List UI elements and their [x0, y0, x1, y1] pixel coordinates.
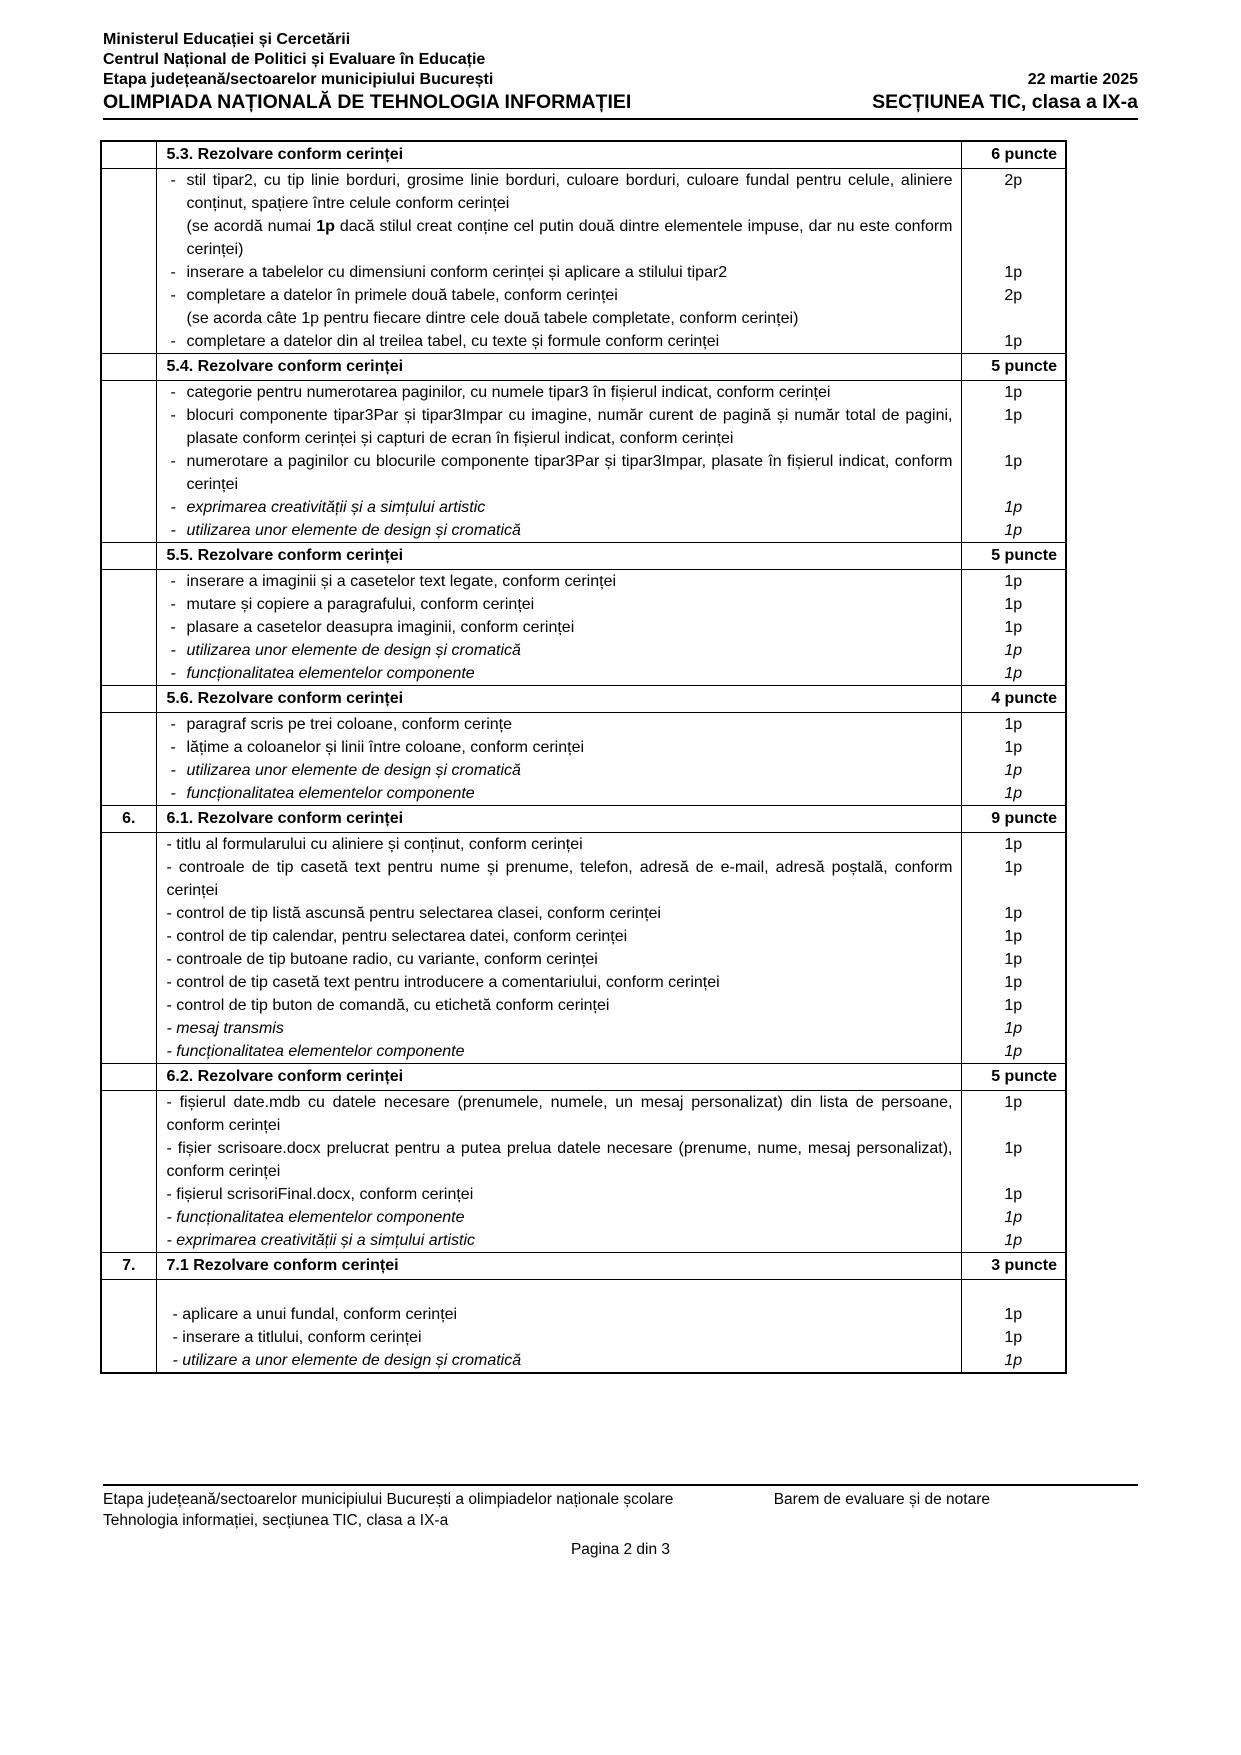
criterion-text [156, 616, 961, 639]
criterion-text [156, 1229, 961, 1253]
section-title: 6.2. Rezolvare conform cerinței [156, 1064, 961, 1091]
criterion-points: 1p [961, 713, 1066, 737]
header-date: 22 martie 2025 [1027, 71, 1138, 88]
criterion-row [101, 1137, 1066, 1183]
header-stage: Etapa județeană/sectoarelor municipiului București [103, 71, 494, 88]
criterion-points: 1p [961, 782, 1066, 806]
section-number [101, 686, 156, 713]
criterion-text [156, 593, 961, 616]
section-points: 5 puncte [961, 1064, 1066, 1091]
criterion-points: 1p [961, 1303, 1066, 1326]
criterion-points: 1p [961, 833, 1066, 857]
criterion-row [101, 639, 1066, 662]
criterion-text [156, 948, 961, 971]
criterion-points: 1p [961, 639, 1066, 662]
criterion-points: 1p [961, 261, 1066, 284]
section-header-row [101, 806, 1066, 833]
criterion-text [156, 1017, 961, 1040]
bullet-dash: - [170, 407, 176, 424]
criterion-row [101, 856, 1066, 902]
section-header-row [101, 686, 1066, 713]
row-number [101, 330, 156, 354]
criterion-paragraph: - control de tip buton de comandă, cu etichetă conform cerinței [166, 997, 610, 1014]
criterion-text [156, 782, 961, 806]
row-number [101, 736, 156, 759]
criterion-row [101, 994, 1066, 1017]
criterion-points: 1p [961, 971, 1066, 994]
criterion-points: 1p [961, 856, 1066, 902]
footer-stage-text: Etapa județeană/sectoarelor municipiului București a olimpiadelor naționale școlare [103, 1491, 674, 1508]
criterion-paragraph: - inserare a titlului, conform cerinței [172, 1329, 422, 1346]
row-number [101, 1183, 156, 1206]
criterion-text [156, 496, 961, 519]
criterion-row [101, 450, 1066, 496]
criterion-text [156, 1183, 961, 1206]
section-number [101, 543, 156, 570]
criterion-paragraph: - funcționalitatea elementelor componente [167, 782, 953, 805]
criterion-row [101, 833, 1066, 857]
criterion-row [101, 1349, 1066, 1373]
criterion-text [156, 1137, 961, 1183]
section-title: 5.5. Rezolvare conform cerinței [156, 543, 961, 570]
criterion-paragraph: - control de tip casetă text pentru introducere a comentariului, conform cerinței [166, 974, 720, 991]
criterion-paragraph: (se acordă numai 1p dacă stilul creat conține cel putin două dintre elementele impuse, dar nu este conform cerinței) [186, 218, 953, 258]
bullet-dash: - [170, 172, 176, 189]
criterion-row [101, 925, 1066, 948]
section-title: 7.1 Rezolvare conform cerinței [156, 1253, 961, 1280]
section-header-row [101, 141, 1066, 169]
criterion-paragraph: - funcționalitatea elementelor componente [166, 1209, 465, 1226]
row-number [101, 496, 156, 519]
criterion-row [101, 1326, 1066, 1349]
criterion-row [101, 662, 1066, 686]
criterion-text [156, 1326, 961, 1349]
criterion-points: 1p [961, 662, 1066, 686]
criterion-points: 1p [961, 736, 1066, 759]
criterion-text [156, 1091, 961, 1138]
criterion-paragraph: - control de tip calendar, pentru selectarea datei, conform cerinței [166, 928, 628, 945]
criterion-points: 1p [961, 1040, 1066, 1064]
page-number: Pagina 2 din 3 [570, 1541, 671, 1558]
criterion-row [101, 404, 1066, 450]
criterion-paragraph: - utilizarea unor elemente de design și cromatică [167, 519, 953, 542]
row-number [101, 971, 156, 994]
criterion-row [101, 736, 1066, 759]
header-ministry: Ministerul Educației și Cercetării [103, 31, 351, 48]
section-number [101, 354, 156, 381]
header-rule [103, 118, 1138, 120]
criterion-points: 1p [961, 570, 1066, 594]
criterion-row [101, 496, 1066, 519]
criterion-paragraph: - numerotare a paginilor cu blocurile componente tipar3Par și tipar3Impar, plasate în fișierul indicat, conform cerinței [167, 450, 953, 496]
criterion-row [101, 902, 1066, 925]
row-number [101, 570, 156, 594]
criterion-paragraph: - stil tipar2, cu tip linie borduri, grosime linie borduri, culoare borduri, culoare fundal pentru celule, aliniere conținut, spațiere între celule conform cerinței [167, 169, 953, 215]
row-number [101, 616, 156, 639]
criterion-row [101, 713, 1066, 737]
criterion-row [101, 593, 1066, 616]
section-number: 7. [101, 1253, 156, 1280]
header-olympiad-row [103, 90, 1138, 115]
row-number [101, 261, 156, 284]
section-points: 5 puncte [961, 543, 1066, 570]
criterion-row [101, 1206, 1066, 1229]
section-header-row [101, 1253, 1066, 1280]
criterion-text [156, 856, 961, 902]
criterion-points: 1p [961, 1349, 1066, 1373]
criterion-row [101, 330, 1066, 354]
criterion-text [156, 662, 961, 686]
criterion-points: 1p [961, 994, 1066, 1017]
bullet-dash: - [170, 522, 176, 539]
criterion-paragraph: - completare a datelor din al treilea tabel, cu texte și formule conform cerinței [167, 330, 953, 353]
header-stage-row [103, 70, 1138, 90]
criterion-row [101, 1303, 1066, 1326]
header-section-class: SECȚIUNEA TIC, clasa a IX-a [872, 91, 1138, 113]
row-number [101, 1040, 156, 1064]
criterion-points: 1p [961, 948, 1066, 971]
row-number [101, 450, 156, 496]
criterion-points: 1p [961, 902, 1066, 925]
criterion-paragraph: - control de tip listă ascunsă pentru selectarea clasei, conform cerinței [166, 905, 661, 922]
row-number [101, 902, 156, 925]
footer-barem-text: Barem de evaluare și de notare [773, 1491, 990, 1508]
criterion-text [156, 519, 961, 543]
criterion-text [156, 1206, 961, 1229]
criterion-paragraph: - controale de tip butoane radio, cu variante, conform cerinței [166, 951, 598, 968]
row-number [101, 284, 156, 330]
criterion-paragraph: - exprimarea creativității și a simțului artistic [167, 496, 953, 519]
rubric-table [100, 140, 1067, 1374]
row-number [101, 713, 156, 737]
section-points: 3 puncte [961, 1253, 1066, 1280]
bullet-dash: - [170, 762, 176, 779]
criterion-points: 1p [961, 1017, 1066, 1040]
section-points: 4 puncte [961, 686, 1066, 713]
criterion-text [156, 169, 961, 262]
criterion-points: 1p [961, 925, 1066, 948]
criterion-points: 2p [961, 169, 1066, 262]
section-points: 5 puncte [961, 354, 1066, 381]
criterion-paragraph: - funcționalitatea elementelor componente [167, 662, 953, 685]
criterion-row [101, 261, 1066, 284]
criterion-paragraph: - utilizarea unor elemente de design și cromatică [167, 759, 953, 782]
section-number [101, 141, 156, 169]
row-number [101, 1229, 156, 1253]
criterion-paragraph: - lățime a coloanelor și linii între coloane, conform cerinței [167, 736, 953, 759]
criterion-row [101, 1017, 1066, 1040]
criterion-text [156, 1303, 961, 1326]
criterion-points: 1p [961, 1229, 1066, 1253]
bullet-dash: - [170, 264, 176, 281]
section-header-row [101, 543, 1066, 570]
row-number [101, 1017, 156, 1040]
criterion-row [101, 570, 1066, 594]
criterion-paragraph: (se acorda câte 1p pentru fiecare dintre cele două tabele completate, conform cerinței) [186, 310, 799, 327]
footer-row-2: Tehnologia informației, secțiunea TIC, clasa a IX-a [103, 1512, 449, 1529]
criterion-points: 1p [961, 1183, 1066, 1206]
row-number [101, 169, 156, 262]
row-number [101, 404, 156, 450]
row-number [101, 1137, 156, 1183]
criterion-row [101, 782, 1066, 806]
row-number [101, 1303, 156, 1326]
bullet-dash: - [170, 785, 176, 802]
criterion-paragraph: - fișierul date.mdb cu datele necesare (prenumele, numele, un mesaj personalizat) din lista de persoane, conform cerinței [166, 1094, 953, 1134]
criterion-paragraph: - aplicare a unui fundal, conform cerinței [172, 1306, 458, 1323]
criterion-paragraph: - exprimarea creativității și a simțului artistic [166, 1232, 476, 1249]
criterion-text [156, 570, 961, 594]
criterion-paragraph: - plasare a casetelor deasupra imaginii, conform cerinței [167, 616, 953, 639]
criterion-text [156, 404, 961, 450]
footer-row-1 [103, 1489, 1138, 1510]
row-number [101, 1091, 156, 1138]
criterion-paragraph: - inserare a tabelelor cu dimensiuni conform cerinței și aplicare a stilului tipar2 [167, 261, 953, 284]
criterion-text [156, 994, 961, 1017]
row-spacer [156, 1280, 961, 1304]
criterion-text [156, 759, 961, 782]
bullet-dash: - [170, 499, 176, 516]
criterion-row [101, 759, 1066, 782]
criterion-paragraph: - paragraf scris pe trei coloane, conform cerințe [167, 713, 953, 736]
criterion-points: 1p [961, 759, 1066, 782]
criterion-row [101, 519, 1066, 543]
section-title: 5.3. Rezolvare conform cerinței [156, 141, 961, 169]
row-number [101, 1206, 156, 1229]
row-number [101, 662, 156, 686]
section-number [101, 1064, 156, 1091]
section-points: 9 puncte [961, 806, 1066, 833]
section-points: 6 puncte [961, 141, 1066, 169]
row-number [101, 759, 156, 782]
criterion-paragraph: - completare a datelor în primele două tabele, conform cerinței [167, 284, 953, 307]
criterion-points: 1p [961, 450, 1066, 496]
criterion-row [101, 948, 1066, 971]
bullet-dash: - [170, 665, 176, 682]
section-title: 6.1. Rezolvare conform cerinței [156, 806, 961, 833]
bullet-dash: - [170, 642, 176, 659]
row-number [101, 833, 156, 857]
criterion-paragraph: - mutare și copiere a paragrafului, conform cerinței [167, 593, 953, 616]
footer-rule [103, 1484, 1138, 1486]
row-points [961, 1280, 1066, 1304]
criterion-points: 1p [961, 616, 1066, 639]
criterion-paragraph: - categorie pentru numerotarea paginilor, cu numele tipar3 în fișierul indicat, conform cerinței [167, 381, 953, 404]
document-footer [103, 1484, 1138, 1560]
bullet-dash: - [170, 573, 176, 590]
criterion-paragraph: - titlu al formularului cu aliniere și conținut, conform cerinței [166, 836, 583, 853]
criterion-points: 1p [961, 381, 1066, 405]
criterion-points: 1p [961, 1137, 1066, 1183]
section-number: 6. [101, 806, 156, 833]
row-number [101, 639, 156, 662]
criterion-text [156, 713, 961, 737]
criterion-points: 1p [961, 404, 1066, 450]
criterion-points: 1p [961, 496, 1066, 519]
row-number [101, 593, 156, 616]
bullet-dash: - [170, 453, 176, 470]
criterion-paragraph: - blocuri componente tipar3Par și tipar3Impar cu imagine, număr curent de pagină și număr total de pagini, plasate conform cerinței și capturi de ecran în fișierul indicat, conform cerinței [167, 404, 953, 450]
criterion-paragraph: - inserare a imaginii și a casetelor text legate, conform cerinței [167, 570, 953, 593]
criterion-points: 1p [961, 519, 1066, 543]
bullet-dash: - [170, 384, 176, 401]
criterion-row [101, 284, 1066, 330]
section-title: 5.4. Rezolvare conform cerinței [156, 354, 961, 381]
criterion-row [101, 1229, 1066, 1253]
row-number [101, 1349, 156, 1373]
header-olympiad-title: OLIMPIADA NAȚIONALĂ DE TEHNOLOGIA INFORMAȚIEI [103, 91, 632, 113]
row-number [101, 948, 156, 971]
row-number [101, 381, 156, 405]
section-header-row [101, 354, 1066, 381]
criterion-text [156, 1349, 961, 1373]
row-number [101, 782, 156, 806]
bullet-dash: - [170, 716, 176, 733]
criterion-text [156, 902, 961, 925]
criterion-row [101, 971, 1066, 994]
criterion-text [156, 833, 961, 857]
section-title: 5.6. Rezolvare conform cerinței [156, 686, 961, 713]
criterion-text [156, 639, 961, 662]
criterion-text [156, 736, 961, 759]
criterion-text [156, 261, 961, 284]
rubric-body [101, 141, 1066, 1373]
row-number [101, 1326, 156, 1349]
criterion-text [156, 1040, 961, 1064]
criterion-points: 1p [961, 330, 1066, 354]
row-number [101, 856, 156, 902]
criterion-paragraph: - utilizarea unor elemente de design și cromatică [167, 639, 953, 662]
rubric-container [100, 140, 1067, 1374]
document-header [103, 30, 1138, 120]
bullet-dash: - [170, 596, 176, 613]
criterion-text [156, 450, 961, 496]
section-header-row [101, 1064, 1066, 1091]
bullet-dash: - [170, 739, 176, 756]
criterion-row [101, 1040, 1066, 1064]
criterion-text [156, 925, 961, 948]
criterion-paragraph: - funcționalitatea elementelor componente [166, 1043, 465, 1060]
criterion-text [156, 284, 961, 330]
criterion-paragraph: - mesaj transmis [166, 1020, 284, 1037]
criterion-text [156, 330, 961, 354]
criterion-paragraph: - controale de tip casetă text pentru nume și prenume, telefon, adresă de e-mail, adresă poștală, conform cerinței [166, 859, 953, 899]
row-number [101, 925, 156, 948]
spacer-row [101, 1280, 1066, 1304]
criterion-points: 2p [961, 284, 1066, 330]
criterion-points: 1p [961, 593, 1066, 616]
criterion-row [101, 616, 1066, 639]
criterion-row [101, 169, 1066, 262]
row-number [101, 1280, 156, 1304]
criterion-points: 1p [961, 1206, 1066, 1229]
criterion-points: 1p [961, 1326, 1066, 1349]
criterion-paragraph: - utilizare a unor elemente de design și cromatică [172, 1352, 522, 1369]
bullet-dash: - [170, 619, 176, 636]
bullet-dash: - [170, 333, 176, 350]
header-center: Centrul Național de Politici și Evaluare în Educație [103, 51, 486, 68]
criterion-row [101, 381, 1066, 405]
criterion-text [156, 971, 961, 994]
criterion-paragraph: - fișier scrisoare.docx prelucrat pentru a putea prelua datele necesare (prenume, nume, mesaj personalizat), conform cerinței [166, 1140, 953, 1180]
row-number [101, 994, 156, 1017]
criterion-row [101, 1091, 1066, 1138]
row-number [101, 519, 156, 543]
criterion-row [101, 1183, 1066, 1206]
bullet-dash: - [170, 287, 176, 304]
criterion-text [156, 381, 961, 405]
criterion-points: 1p [961, 1091, 1066, 1138]
criterion-paragraph: - fișierul scrisoriFinal.docx, conform cerinței [166, 1186, 474, 1203]
